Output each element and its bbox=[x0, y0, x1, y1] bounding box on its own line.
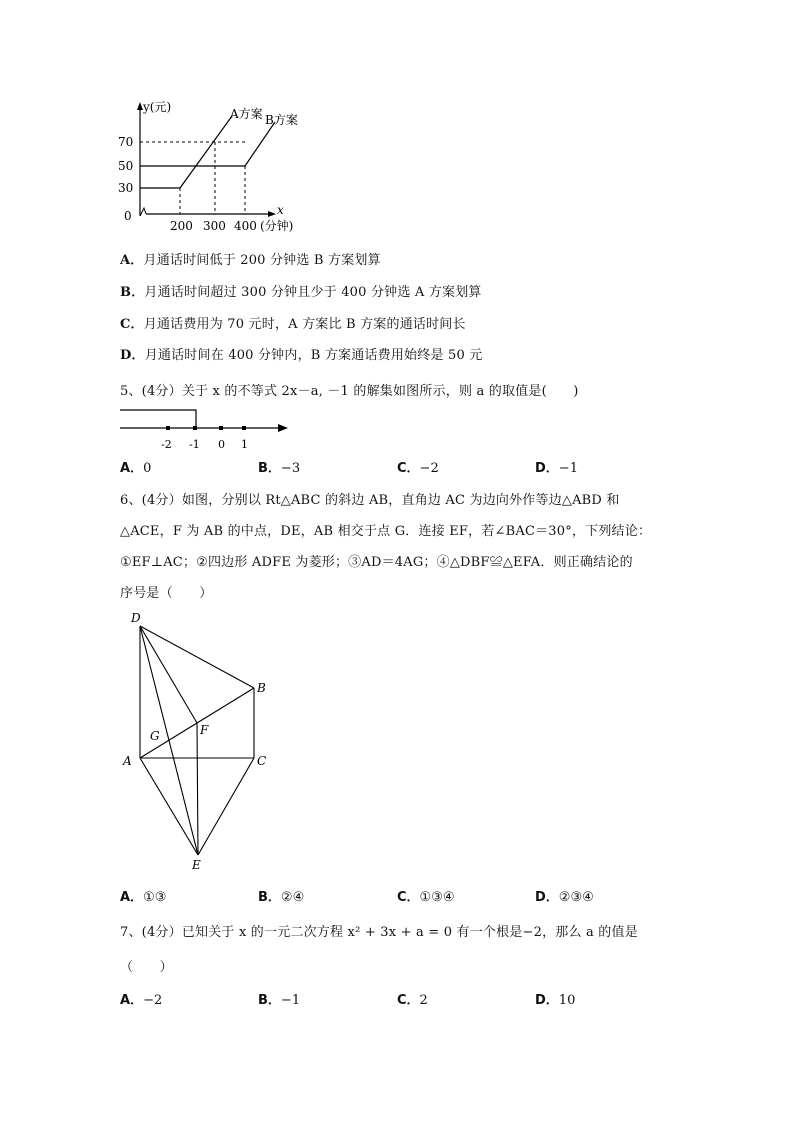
label-G: G bbox=[150, 729, 160, 743]
nl-label-0: 0 bbox=[218, 438, 225, 451]
q6-option-b[interactable]: B．②④ bbox=[258, 890, 305, 905]
y-tick-50: 50 bbox=[118, 159, 134, 173]
plan-b-line bbox=[140, 122, 275, 166]
y-tick-70: 70 bbox=[118, 135, 134, 149]
q4-option-b[interactable]: B．月通话时间超过 300 分钟且少于 400 分钟选 A 方案划算 bbox=[120, 285, 482, 300]
plan-a-line bbox=[140, 116, 232, 188]
q7-stem-tail: （ ） bbox=[120, 960, 173, 975]
label-C: C bbox=[257, 754, 267, 768]
solution-set-marker bbox=[120, 410, 196, 428]
q6-stem-line-2: △ACE，F 为 AB 的中点，DE，AB 相交于点 G．连接 EF，若∠BAC＝30°，下列结论： bbox=[120, 524, 652, 539]
q7-option-a[interactable]: A．−2 bbox=[120, 993, 163, 1008]
label-D: D bbox=[131, 611, 141, 625]
label-A: A bbox=[123, 754, 132, 768]
q6-stem-line-4: 序号是（ ） bbox=[120, 586, 213, 601]
origin-label: 0 bbox=[124, 209, 132, 223]
plan-b-label: B方案 bbox=[265, 113, 298, 127]
q6-geometry-figure bbox=[118, 610, 278, 875]
q6-option-a[interactable]: A．①③ bbox=[120, 890, 167, 905]
label-B: B bbox=[257, 681, 266, 695]
nl-label-1: 1 bbox=[241, 438, 248, 451]
label-F: F bbox=[200, 723, 209, 737]
nl-label--1: -1 bbox=[189, 438, 200, 451]
q7-stem: 7、(4分）已知关于 x 的一元二次方程 x² + 3x + a = 0 有一个根是−2，那么 a 的值是 bbox=[120, 925, 638, 940]
q4-option-c[interactable]: C．月通话费用为 70 元时，A 方案比 B 方案的通话时间长 bbox=[120, 317, 466, 332]
q7-option-c[interactable]: C．2 bbox=[397, 993, 428, 1008]
nl-label--2: -2 bbox=[161, 438, 172, 451]
x-tick-300: 300 bbox=[203, 219, 226, 233]
q7-option-d[interactable]: D．10 bbox=[535, 993, 576, 1008]
x-tick-400: 400 bbox=[234, 219, 257, 233]
q6-stem-line-1: 6、(4分）如图，分别以 Rt△ABC 的斜边 AB，直角边 AC 为边向外作等边△ABD 和 bbox=[120, 493, 620, 508]
y-tick-30: 30 bbox=[118, 181, 134, 195]
q6-option-d[interactable]: D．②③④ bbox=[535, 890, 594, 905]
q6-option-c[interactable]: C．①③④ bbox=[397, 890, 455, 905]
q7-option-b[interactable]: B．−1 bbox=[258, 993, 301, 1008]
q4-cost-chart bbox=[110, 98, 320, 238]
x-axis-unit: (分钟) bbox=[260, 219, 294, 233]
y-axis-label: y(元) bbox=[143, 100, 172, 114]
axis-break-mark bbox=[140, 208, 146, 216]
x-tick-200: 200 bbox=[170, 219, 193, 233]
q5-option-c[interactable]: C．−2 bbox=[397, 461, 439, 476]
x-axis-arrow bbox=[268, 211, 276, 217]
plan-a-label: A方案 bbox=[230, 107, 263, 121]
q5-option-a[interactable]: A．0 bbox=[120, 461, 152, 476]
x-axis-var: x bbox=[277, 203, 284, 217]
q5-option-b[interactable]: B．−3 bbox=[258, 461, 301, 476]
q6-stem-line-3: ①EF⊥AC；②四边形 ADFE 为菱形；③AD＝4AG；④△DBF≌△EFA．则正确结论的 bbox=[120, 555, 633, 570]
q5-stem: 5、(4分）关于 x 的不等式 2x－a, －1 的解集如图所示，则 a 的取值是( ) bbox=[120, 384, 579, 399]
q5-number-line bbox=[118, 404, 293, 452]
q4-option-d[interactable]: D．月通话时间在 400 分钟内，B 方案通话费用始终是 50 元 bbox=[120, 348, 483, 363]
q4-option-a[interactable]: A．月通话时间低于 200 分钟选 B 方案划算 bbox=[120, 253, 381, 268]
q5-option-d[interactable]: D．−1 bbox=[535, 461, 578, 476]
label-E: E bbox=[192, 858, 201, 872]
